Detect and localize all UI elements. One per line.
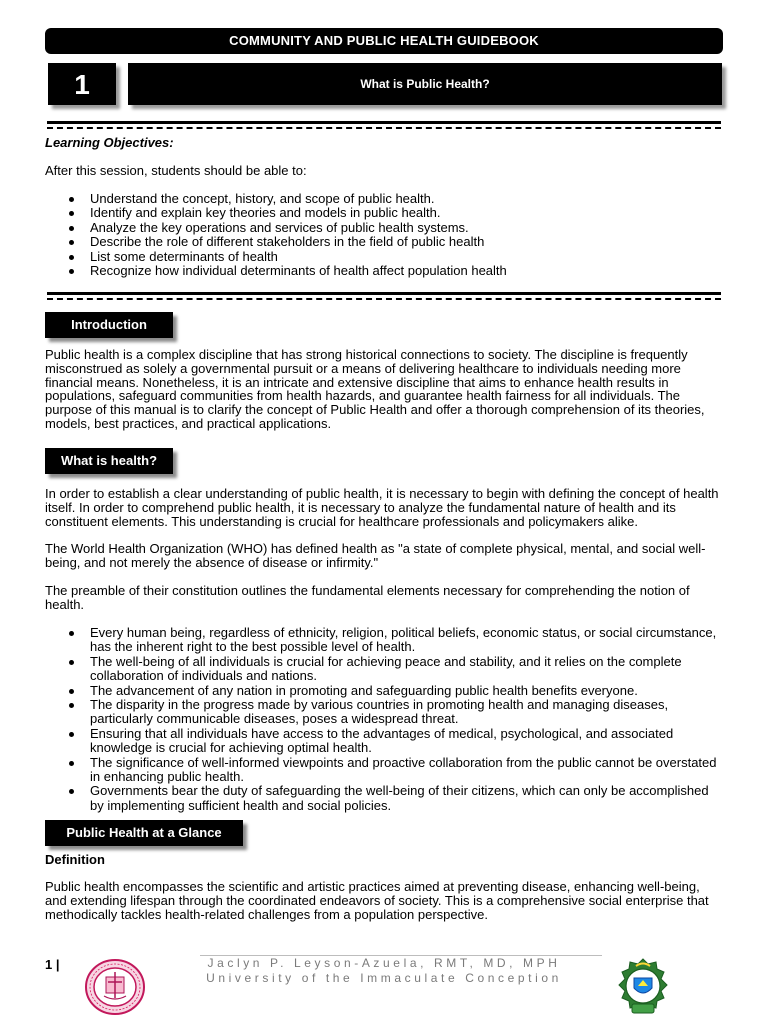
definition-text: Public health encompasses the scientific and artistic practices aimed at preventing disease, enhancing well-being, and extending lifespan through the coordinated endeavors of society. This is a comprehensive social enterprise that methodically tackles health-related challenges from a population perspective. bbox=[45, 879, 709, 922]
university-seal-icon bbox=[84, 958, 146, 1016]
health-paragraph-1: In order to establish a clear understanding of public health, it is necessary to begin with defining the concept of health itself. In order to comprehend public health, it is necessary to analyze the fundamental nature of health and its constituent elements. This understanding is crucial for healthcare professionals and policymakers alike. bbox=[45, 486, 719, 529]
introduction-label: Introduction bbox=[45, 312, 173, 338]
what-is-health-label: What is health? bbox=[45, 448, 173, 474]
section-divider bbox=[47, 121, 721, 129]
public-health-glance-label: Public Health at a Glance bbox=[45, 820, 243, 846]
list-item: Analyze the key operations and services of public health systems. bbox=[45, 221, 723, 235]
list-item: The significance of well-informed viewpoints and proactive collaboration from the public cannot be overstated in enhancing public health. bbox=[45, 756, 723, 785]
chapter-title: What is Public Health? bbox=[128, 63, 722, 105]
list-item: Every human being, regardless of ethnicity, religion, political beliefs, economic status, or social circumstance, has the inherent right to the best possible level of health. bbox=[45, 626, 723, 655]
list-item: Identify and explain key theories and models in public health. bbox=[45, 206, 723, 220]
list-item: Recognize how individual determinants of health affect population health bbox=[45, 264, 723, 278]
list-item: List some determinants of health bbox=[45, 250, 723, 264]
objectives-intro: After this session, students should be able to: bbox=[45, 163, 307, 178]
list-item: The well-being of all individuals is crucial for achieving peace and stability, and it relies on the complete collaboration of individuals and nations. bbox=[45, 655, 723, 684]
section-divider bbox=[47, 292, 721, 300]
page-number: 1 | bbox=[45, 957, 60, 972]
health-paragraph-2: The World Health Organization (WHO) has defined health as "a state of complete physical, mental, and social well-being, and not merely the absence of disease or infirmity." bbox=[45, 541, 706, 570]
list-item: The disparity in the progress made by various countries in promoting health and managing diseases, particularly communicable diseases, poses a widespread threat. bbox=[45, 698, 723, 727]
college-logo-icon bbox=[612, 956, 674, 1018]
author-name: Jaclyn P. Leyson-Azuela, RMT, MD, MPH bbox=[207, 956, 561, 970]
institution-name: University of the Immaculate Conception bbox=[206, 971, 562, 985]
health-paragraph-3: The preamble of their constitution outlines the fundamental elements necessary for comprehending the notion of health. bbox=[45, 583, 690, 612]
footer-credits bbox=[150, 956, 618, 986]
list-item: The advancement of any nation in promoting and safeguarding public health benefits everyone. bbox=[45, 684, 723, 698]
objectives-heading: Learning Objectives: bbox=[45, 135, 174, 150]
introduction-text: Public health is a complex discipline that has strong historical connections to society. The discipline is frequently misconstrued as solely a governmental pursuit or a means of delivering healthcare to individuals needing more financial means. Nonetheless, it is an intricate and extensive discipline that aims to enhance health results in populations, safeguard communities from health hazards, and guarantee health fairness for all individuals. The purpose of this manual is to clarify the concept of Public Health and offer a thorough comprehension of its theories, models, best practices, and practical applications. bbox=[45, 347, 705, 431]
chapter-number: 1 bbox=[48, 63, 116, 105]
list-item: Ensuring that all individuals have access to the advantages of medical, psychological, and associated knowledge is crucial for achieving optimal health. bbox=[45, 727, 723, 756]
objectives-list bbox=[45, 192, 723, 278]
list-item: Governments bear the duty of safeguarding the well-being of their citizens, which can only be accomplished by implementing sufficient health and social policies. bbox=[45, 784, 723, 813]
definition-heading: Definition bbox=[45, 852, 105, 867]
list-item: Understand the concept, history, and scope of public health. bbox=[45, 192, 723, 206]
constitution-list bbox=[45, 626, 723, 813]
guidebook-title-banner: COMMUNITY AND PUBLIC HEALTH GUIDEBOOK bbox=[45, 28, 723, 54]
list-item: Describe the role of different stakeholders in the field of public health bbox=[45, 235, 723, 249]
